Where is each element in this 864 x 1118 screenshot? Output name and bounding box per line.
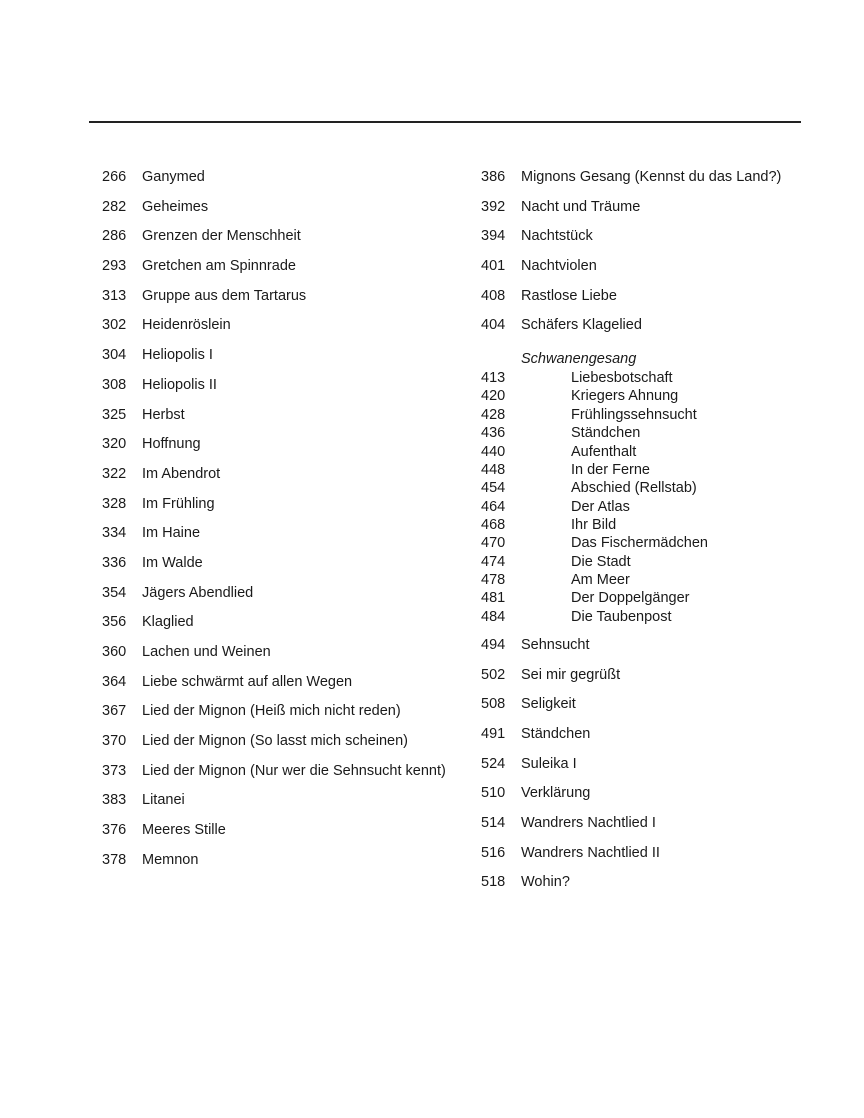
page-number: 468 xyxy=(481,516,506,533)
song-title: Lied der Mignon (So lasst mich scheinen) xyxy=(142,733,408,750)
page-number: 470 xyxy=(481,535,506,552)
index-entry xyxy=(102,226,462,256)
page-number: 436 xyxy=(481,425,506,442)
page-number: 474 xyxy=(481,553,506,570)
group-heading: Schwanengesang xyxy=(521,351,637,368)
page-number: 282 xyxy=(102,198,127,215)
page-number: 302 xyxy=(102,317,127,334)
group-entry xyxy=(481,516,851,534)
page-number: 266 xyxy=(102,169,127,185)
song-title: Heliopolis II xyxy=(142,376,217,393)
song-title: Lachen und Weinen xyxy=(142,644,271,660)
index-entry xyxy=(481,724,851,754)
index-right-column xyxy=(481,167,851,902)
song-title: Nacht und Träume xyxy=(521,198,641,215)
index-entry xyxy=(102,256,462,286)
index-entry xyxy=(102,761,462,791)
top-rule xyxy=(89,121,801,123)
page-number: 383 xyxy=(102,792,127,809)
page-number: 286 xyxy=(102,228,127,245)
page-number: 313 xyxy=(102,287,127,304)
group-entry xyxy=(481,534,851,552)
song-title: Geheimes xyxy=(142,198,209,215)
page-number: 491 xyxy=(481,726,506,742)
song-title: Ihr Bild xyxy=(571,516,617,533)
index-entry xyxy=(481,843,851,873)
song-title: Abschied (Rellstab) xyxy=(571,480,697,497)
group-entry xyxy=(481,369,851,387)
song-title: Nachtstück xyxy=(521,228,593,245)
index-entry xyxy=(102,434,462,464)
page-number: 364 xyxy=(102,673,127,690)
index-entry xyxy=(102,464,462,494)
song-title: Frühlingssehnsucht xyxy=(571,406,697,423)
page-number: 516 xyxy=(481,844,506,861)
index-entry xyxy=(481,665,851,695)
song-title: Kriegers Ahnung xyxy=(571,388,679,405)
index-entry xyxy=(102,553,462,583)
group-entry xyxy=(481,443,851,461)
page-number: 484 xyxy=(481,608,506,625)
index-entry xyxy=(481,226,851,256)
index-entry xyxy=(102,731,462,761)
index-entry xyxy=(481,783,851,813)
index-entry xyxy=(481,813,851,843)
song-title: Hoffnung xyxy=(142,436,201,453)
page-number: 514 xyxy=(481,815,506,832)
index-entry xyxy=(102,286,462,316)
song-title: Litanei xyxy=(142,792,185,809)
song-title: Die Taubenpost xyxy=(571,608,672,625)
group-entry xyxy=(481,387,851,405)
song-title: Der Doppelgänger xyxy=(571,590,690,607)
index-entry xyxy=(102,315,462,345)
song-title: Ständchen xyxy=(571,425,641,442)
page-number: 354 xyxy=(102,584,127,601)
song-title: Ständchen xyxy=(521,726,591,742)
index-entry xyxy=(481,635,851,665)
page-number: 304 xyxy=(102,347,127,364)
song-title: Am Meer xyxy=(571,571,630,588)
page-number: 508 xyxy=(481,696,506,713)
page-number: 325 xyxy=(102,406,127,423)
song-title: Verklärung xyxy=(521,785,591,802)
song-title: Suleika I xyxy=(521,755,577,772)
index-entry xyxy=(102,790,462,820)
song-title: Mignons Gesang (Kennst du das Land?) xyxy=(521,169,782,185)
index-entry xyxy=(102,701,462,731)
page-number: 360 xyxy=(102,644,127,660)
index-entry xyxy=(481,694,851,724)
song-title: Aufenthalt xyxy=(571,443,637,460)
song-title: Seligkeit xyxy=(521,696,576,713)
song-title: Memnon xyxy=(142,851,199,868)
page-number: 392 xyxy=(481,198,506,215)
page-number: 373 xyxy=(102,762,127,779)
page-number: 428 xyxy=(481,406,506,423)
index-entry xyxy=(102,612,462,642)
index-entry xyxy=(102,523,462,553)
song-title: Gruppe aus dem Tartarus xyxy=(142,287,307,304)
group-entry xyxy=(481,608,851,626)
group-list xyxy=(481,369,851,626)
song-title: Jägers Abendlied xyxy=(142,584,254,601)
group-entry xyxy=(481,589,851,607)
group-entry xyxy=(481,479,851,497)
page-number: 293 xyxy=(102,258,127,275)
song-title: Wohin? xyxy=(521,874,570,891)
page-number: 370 xyxy=(102,733,127,750)
index-entry xyxy=(102,345,462,375)
page-number: 404 xyxy=(481,317,506,334)
index-entry xyxy=(102,375,462,405)
index-entry xyxy=(102,850,462,880)
song-title: Im Frühling xyxy=(142,495,215,512)
page-number: 420 xyxy=(481,388,506,405)
group-entry xyxy=(481,461,851,479)
page-number: 320 xyxy=(102,436,127,453)
song-title: Wandrers Nachtlied II xyxy=(521,844,660,861)
song-title: Sei mir gegrüßt xyxy=(521,666,621,683)
index-entry xyxy=(102,642,462,672)
page-number: 454 xyxy=(481,480,506,497)
index-entry xyxy=(102,583,462,613)
group-entry xyxy=(481,424,851,442)
song-title: Lied der Mignon (Heiß mich nicht reden) xyxy=(142,703,401,720)
song-title: Im Walde xyxy=(142,554,203,571)
group-entry xyxy=(481,553,851,571)
page-number: 334 xyxy=(102,525,127,542)
song-title: Die Stadt xyxy=(571,553,631,570)
index-left-column xyxy=(102,167,462,880)
page-number: 478 xyxy=(481,571,506,588)
song-title: Das Fischermädchen xyxy=(571,535,708,552)
song-title: Im Abendrot xyxy=(142,465,221,482)
index-entry xyxy=(481,315,851,345)
page-number: 494 xyxy=(481,636,506,653)
song-title: Rastlose Liebe xyxy=(521,287,617,304)
page-number: 440 xyxy=(481,443,506,460)
page-number: 464 xyxy=(481,498,506,515)
song-title: Im Haine xyxy=(142,525,201,542)
index-entry xyxy=(481,256,851,286)
index-entry xyxy=(102,405,462,435)
page-number: 308 xyxy=(102,376,127,393)
song-title: Ganymed xyxy=(142,169,205,185)
song-title: In der Ferne xyxy=(571,461,650,478)
index-entry xyxy=(481,872,851,902)
song-title: Herbst xyxy=(142,406,185,423)
song-title: Grenzen der Menschheit xyxy=(142,228,301,245)
song-title: Heidenröslein xyxy=(142,317,231,334)
page-number: 386 xyxy=(481,169,506,185)
song-title: Heliopolis I xyxy=(142,347,213,364)
song-title: Liebesbotschaft xyxy=(571,370,673,387)
index-entry xyxy=(102,197,462,227)
song-title: Der Atlas xyxy=(571,498,630,515)
index-entry xyxy=(481,754,851,784)
song-title: Wandrers Nachtlied I xyxy=(521,815,656,832)
page-number: 518 xyxy=(481,874,506,891)
song-title: Meeres Stille xyxy=(142,822,226,839)
page-number: 328 xyxy=(102,495,127,512)
group-entry xyxy=(481,571,851,589)
song-title: Klaglied xyxy=(142,614,194,631)
song-title: Sehnsucht xyxy=(521,636,590,653)
page-number: 413 xyxy=(481,370,506,387)
page-number: 378 xyxy=(102,851,127,868)
page-number: 356 xyxy=(102,614,127,631)
index-entry xyxy=(102,672,462,702)
page-number: 524 xyxy=(481,755,506,772)
index-entry xyxy=(481,197,851,227)
page-number: 376 xyxy=(102,822,127,839)
page-number: 401 xyxy=(481,258,506,275)
group-entry xyxy=(481,498,851,516)
page-number: 481 xyxy=(481,590,506,607)
song-title: Schäfers Klagelied xyxy=(521,317,642,334)
page-number: 394 xyxy=(481,228,506,245)
page-number: 336 xyxy=(102,554,127,571)
index-entry xyxy=(481,286,851,316)
song-title: Lied der Mignon (Nur wer die Sehnsucht kennt) xyxy=(142,762,446,779)
index-entry xyxy=(102,494,462,524)
page-number: 502 xyxy=(481,666,506,683)
group-entry xyxy=(481,406,851,424)
page-number: 448 xyxy=(481,461,506,478)
song-title: Nachtviolen xyxy=(521,258,597,275)
index-entry xyxy=(481,167,851,197)
index-entry xyxy=(102,820,462,850)
page-number: 510 xyxy=(481,785,506,802)
page-number: 408 xyxy=(481,287,506,304)
song-title: Liebe schwärmt auf allen Wegen xyxy=(142,673,353,690)
song-title: Gretchen am Spinnrade xyxy=(142,258,296,275)
page-number: 367 xyxy=(102,703,127,720)
page-number: 322 xyxy=(102,465,127,482)
index-entry xyxy=(102,167,462,197)
